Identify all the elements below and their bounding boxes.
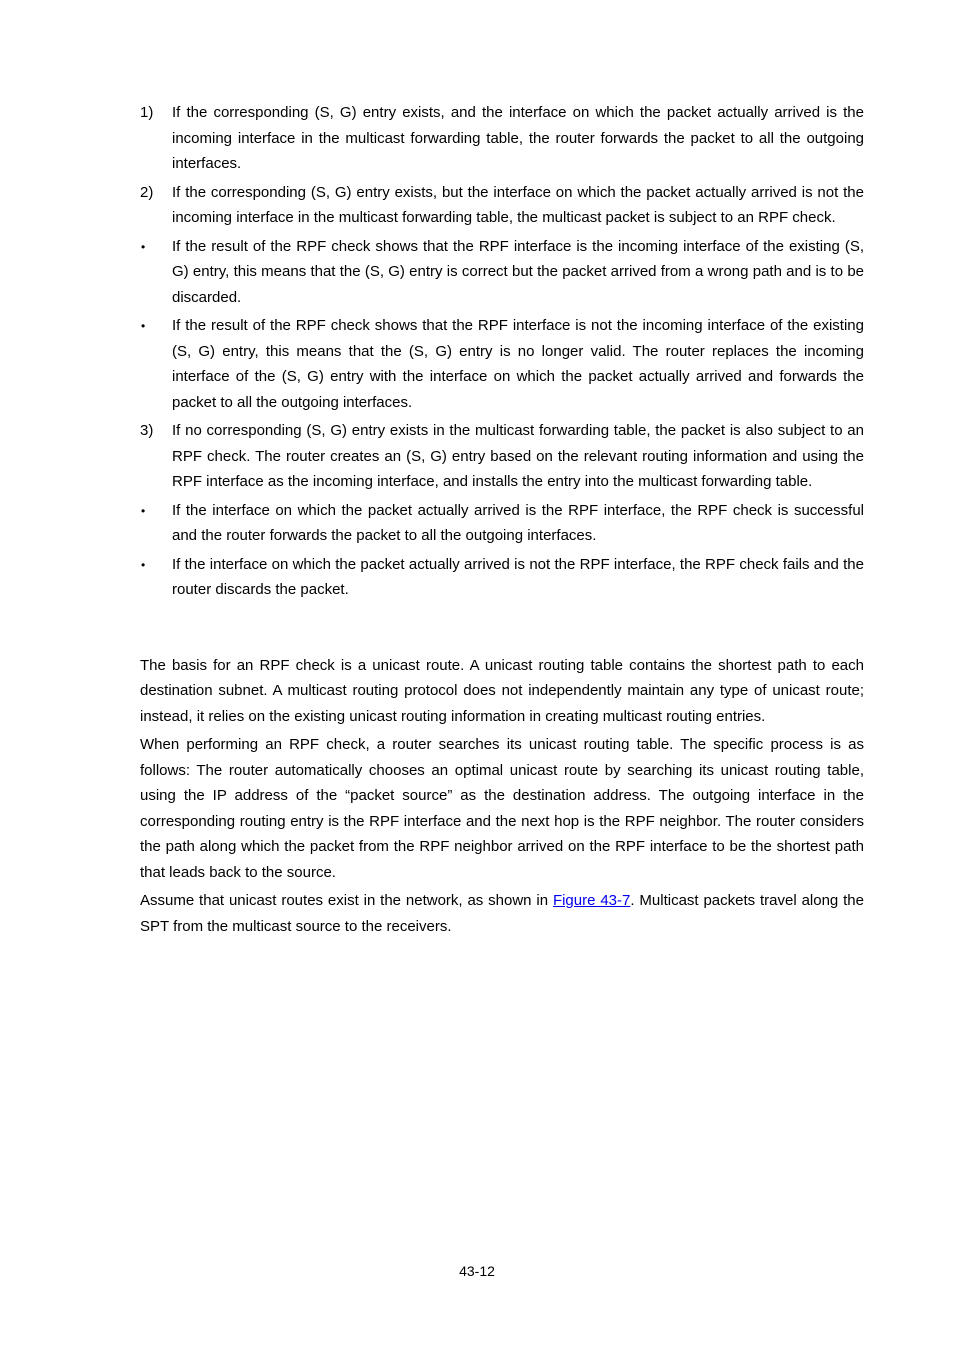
- bullet-marker: •: [141, 319, 146, 333]
- paragraph-text-before: Assume that unicast routes exist in the network, as shown in: [140, 892, 553, 909]
- paragraph-rpf-basis: The basis for an RPF check is a unicast route. A unicast routing table contains the shortest path to each destination subnet. A multicast routing protocol does not independently maintain any type of unicast route; instead, it relies on the existing unicast routing information in creating multicast routing entries.: [140, 656, 864, 725]
- section-gap: [140, 606, 864, 653]
- bullet-item-1: [140, 234, 864, 311]
- list-item-text: If the result of the RPF check shows that the RPF interface is the incoming interface of the existing (S, G) entry, this means that the (S, G) entry is correct but the packet arrived from a wrong path and is to be discarded.: [172, 237, 864, 306]
- figure-43-7-link[interactable]: Figure 43-7: [552, 892, 631, 909]
- bullet-item-3: [140, 498, 864, 549]
- bullet-marker: •: [141, 557, 146, 572]
- list-marker: 3): [140, 422, 154, 439]
- list-marker: 2): [140, 183, 154, 201]
- list-item-text: If the corresponding (S, G) entry exists, and the interface on which the packet actually arrived is the incoming interface in the multicast forwarding table, the router forwards the packet to all the outgoing interfaces.: [172, 104, 864, 172]
- list-item-text: If the interface on which the packet actually arrived is not the RPF interface, the RPF check fails and the router discards the packet.: [172, 555, 864, 598]
- bullet-item-4: [140, 552, 864, 603]
- page-content: [140, 100, 864, 942]
- paragraph-text-after: . Multicast packets travel along the SPT from the multicast source to the receivers.: [140, 892, 864, 935]
- list-item-text: If the interface on which the packet actually arrived is the RPF interface, the RPF check is successful and the router forwards the packet to all the outgoing interfaces.: [172, 501, 864, 544]
- paragraph-rpf-process: When performing an RPF check, a router searches its unicast routing table. The specific process is as follows: The router automatically chooses an optimal unicast route by searching its unicast routing table, using the IP address of the “packet source” as the destination address. The outgoing interface in the corresponding routing entry is the RPF interface and the next hop is the RPF neighbor. The router considers the path along which the packet from the RPF neighbor arrived on the RPF interface to be the shortest path that leads back to the source.: [140, 736, 864, 881]
- page-number: 43-12: [459, 1263, 495, 1279]
- list-item-text: If the corresponding (S, G) entry exists, but the interface on which the packet actually arrived is not the incoming interface in the multicast forwarding table, the multicast packet is subject to an RPF check.: [172, 183, 864, 226]
- list-item-1: [140, 100, 864, 177]
- list-item-3: [140, 418, 864, 495]
- paragraph-figure-reference: [140, 888, 864, 939]
- list-item-text: If the result of the RPF check shows that the RPF interface is not the incoming interface of the existing (S, G) entry, this means that the (S, G) entry is no longer valid. The router replaces the incoming interface of the (S, G) entry with the interface on which the packet actually arrived and forwards the packet to all the outgoing interfaces.: [172, 317, 864, 411]
- bullet-marker: •: [141, 239, 146, 254]
- list-marker: 1): [140, 104, 154, 121]
- list-item-text: If no corresponding (S, G) entry exists in the multicast forwarding table, the packet is also subject to an RPF check. The router creates an (S, G) entry based on the relevant routing information and using the RPF interface as the incoming interface, and installs the entry into the multicast forwarding table.: [172, 422, 864, 490]
- list-item-2: [140, 180, 864, 231]
- bullet-marker: •: [141, 503, 146, 518]
- bullet-item-2: [140, 313, 864, 415]
